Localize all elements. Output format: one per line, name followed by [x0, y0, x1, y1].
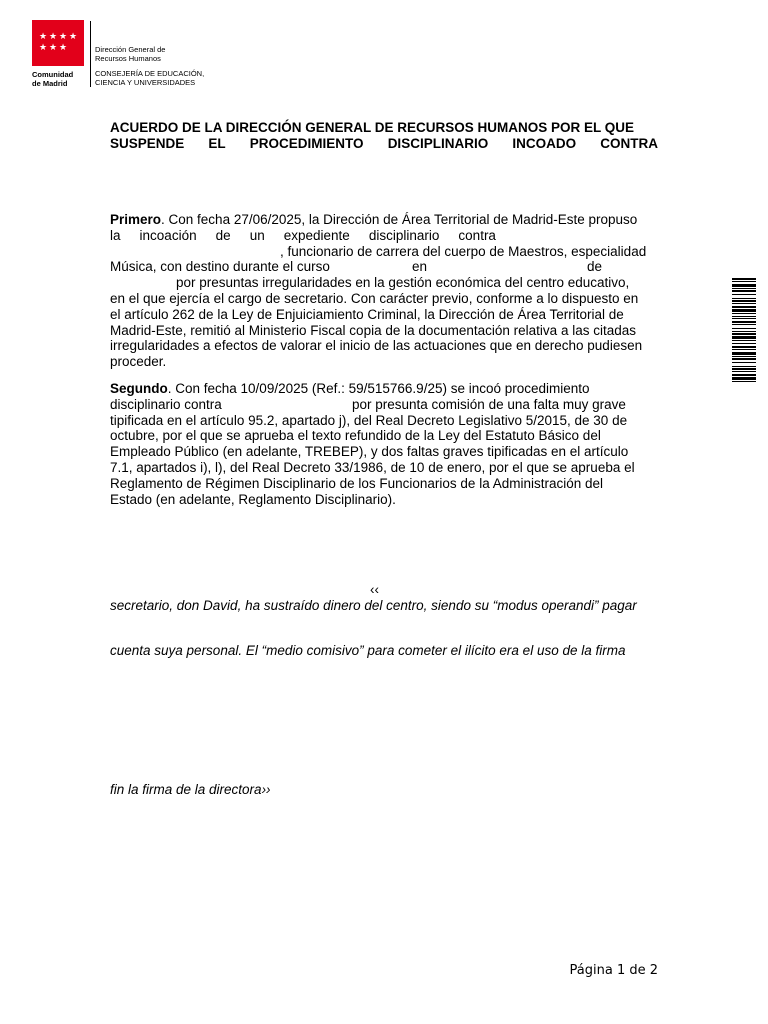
p1-line1: [110, 212, 658, 228]
barcode-bar: [732, 333, 756, 335]
p1-line1-text: . Con fecha 27/06/2025, la Dirección de Área Territorial de Madrid-Este propuso: [161, 212, 638, 227]
quote-line3: fin la firma de la directora››: [110, 782, 271, 797]
star-icon: ★: [39, 43, 48, 53]
p2-line1: [110, 381, 658, 397]
paragraph-primero: [110, 212, 658, 370]
p2-line8: Estado (en adelante, Reglamento Disciplinario).: [110, 491, 396, 507]
barcode-bar: [732, 358, 756, 360]
p1-word: la: [110, 227, 121, 243]
barcode-bar: [732, 356, 756, 357]
p1-line7: el artículo 262 de la Ley de Enjuiciamiento Criminal, la Dirección de Área Territorial de: [110, 306, 624, 322]
p1-line5: por presuntas irregularidades en la gestión económica del centro educativo,: [176, 275, 630, 291]
title-line1: ACUERDO DE LA DIRECCIÓN GENERAL DE RECURSOS HUMANOS POR EL QUE: [110, 120, 635, 135]
barcode-bar: [732, 324, 756, 325]
title-word: PROCEDIMIENTO: [249, 135, 364, 151]
star-icon: ★: [49, 32, 58, 42]
logo-divider: [90, 21, 91, 87]
barcode-bar: [732, 346, 756, 348]
star-icon: ★: [49, 43, 58, 53]
logo-name-line2: de Madrid: [32, 79, 68, 88]
p2-line1-text: . Con fecha 10/09/2025 (Ref.: 59/515766.9/25) se incoó procedimiento: [167, 381, 590, 396]
title-word: CONTRA: [600, 135, 658, 151]
title-word: SUSPENDE: [110, 135, 185, 151]
barcode: [732, 278, 756, 384]
p1-word: incoación: [139, 227, 197, 243]
comunidad-madrid-logo: [32, 20, 84, 66]
quote-open-mark: ‹‹: [370, 582, 379, 597]
p2-line2-a: disciplinario contra: [110, 396, 222, 412]
document-title: [110, 120, 658, 152]
title-word: INCOADO: [512, 135, 577, 151]
p1-word: de: [215, 227, 231, 243]
p1-line4-c: de: [587, 259, 603, 275]
barcode-bar: [732, 281, 756, 282]
p2-line7: Reglamento de Régimen Disciplinario de los Funcionarios de la Administración del: [110, 475, 604, 491]
logo-name-line1: Comunidad: [32, 70, 74, 79]
p2-heading: Segundo: [110, 381, 168, 396]
p1-line2: [110, 228, 496, 244]
title-word: DISCIPLINARIO: [387, 135, 489, 151]
barcode-bar: [732, 316, 756, 317]
barcode-bar: [732, 318, 756, 319]
barcode-bar: [732, 290, 756, 292]
barcode-bar: [732, 306, 756, 308]
p1-line6: en el que ejercía el cargo de secretario. Con carácter previo, conforme a lo dispuesto en: [110, 290, 639, 306]
star-icon: ★: [69, 32, 78, 42]
quote-line2: cuenta suya personal. El “medio comisivo” para cometer el ilícito era el uso de la firma: [110, 643, 626, 658]
barcode-bar: [732, 309, 756, 312]
p1-line4-a: Música, con destino durante el curso: [110, 259, 330, 275]
paragraph-segundo: [110, 381, 658, 507]
p1-line3: , funcionario de carrera del cuerpo de Maestros, especialidad: [280, 243, 647, 259]
p1-line4: [110, 259, 658, 275]
p2-line2-b: por presunta comisión de una falta muy grave: [352, 396, 626, 412]
p1-word: expediente: [283, 227, 350, 243]
p2-line6: 7.1, apartados i), l), del Real Decreto 33/1986, de 10 de enero, por el que se aprueba el: [110, 459, 635, 475]
barcode-bar: [732, 343, 756, 344]
barcode-bar: [732, 368, 756, 370]
p1-line4-b: en: [412, 259, 428, 275]
barcode-bar: [732, 294, 756, 295]
barcode-bar: [732, 284, 756, 287]
directorate-line2: Recursos Humanos: [95, 54, 161, 63]
star-icon: ★: [59, 32, 68, 42]
barcode-bar: [732, 366, 756, 367]
star-icon: ★: [59, 43, 68, 53]
quote-line1: secretario, don David, ha sustraído dinero del centro, siendo su “modus operandi” pagar: [110, 598, 637, 613]
barcode-bar: [732, 377, 756, 380]
p1-line8: Madrid-Este, remitió al Ministerio Fiscal copia de la documentación relativa a las citadas: [110, 322, 636, 338]
p2-line4: octubre, por el que se aprueba el texto refundido de la Ley del Estatuto Básico del: [110, 428, 601, 444]
ministry-line1: CONSEJERÍA DE EDUCACIÓN,: [95, 69, 205, 78]
p1-word: disciplinario: [368, 227, 440, 243]
barcode-bar: [732, 352, 756, 355]
barcode-bar: [732, 298, 756, 299]
p1-word: contra: [458, 227, 496, 243]
barcode-bar: [732, 371, 756, 372]
barcode-bar: [732, 381, 756, 382]
ministry-name: [95, 69, 204, 87]
p1-heading: Primero: [110, 212, 162, 227]
barcode-bar: [732, 340, 756, 341]
title-line2: [110, 136, 658, 152]
barcode-bar: [732, 300, 756, 302]
p1-word: un: [249, 227, 265, 243]
barcode-bar: [732, 331, 756, 332]
barcode-bar: [732, 288, 756, 289]
p2-line5: Empleado Público (en adelante, TREBEP), y dos faltas graves tipificadas en el artículo: [110, 444, 629, 460]
star-icon: ★: [39, 32, 48, 42]
barcode-bar: [732, 328, 756, 329]
logo-name: [32, 70, 73, 88]
barcode-bar: [732, 321, 756, 323]
barcode-bar: [732, 303, 756, 304]
p1-line10: proceder.: [110, 354, 167, 370]
barcode-bar: [732, 278, 756, 280]
p2-line3: tipificada en el artículo 95.2, apartado j), del Real Decreto Legislativo 5/2015, de 30 de: [110, 412, 628, 428]
barcode-bar: [732, 336, 756, 339]
p2-line2: [110, 397, 658, 413]
p1-line9: irregularidades a efectos de valorar el inicio de las actuaciones que en derecho pudiesen: [110, 338, 643, 354]
ministry-line2: CIENCIA Y UNIVERSIDADES: [95, 78, 196, 87]
barcode-bar: [732, 362, 756, 363]
page-number: Página 1 de 2: [569, 963, 658, 978]
barcode-bar: [732, 349, 756, 350]
directorate-name: [95, 45, 165, 63]
barcode-bar: [732, 313, 756, 314]
title-word: EL: [208, 135, 226, 151]
directorate-line1: Dirección General de: [95, 45, 166, 54]
barcode-bar: [732, 374, 756, 376]
